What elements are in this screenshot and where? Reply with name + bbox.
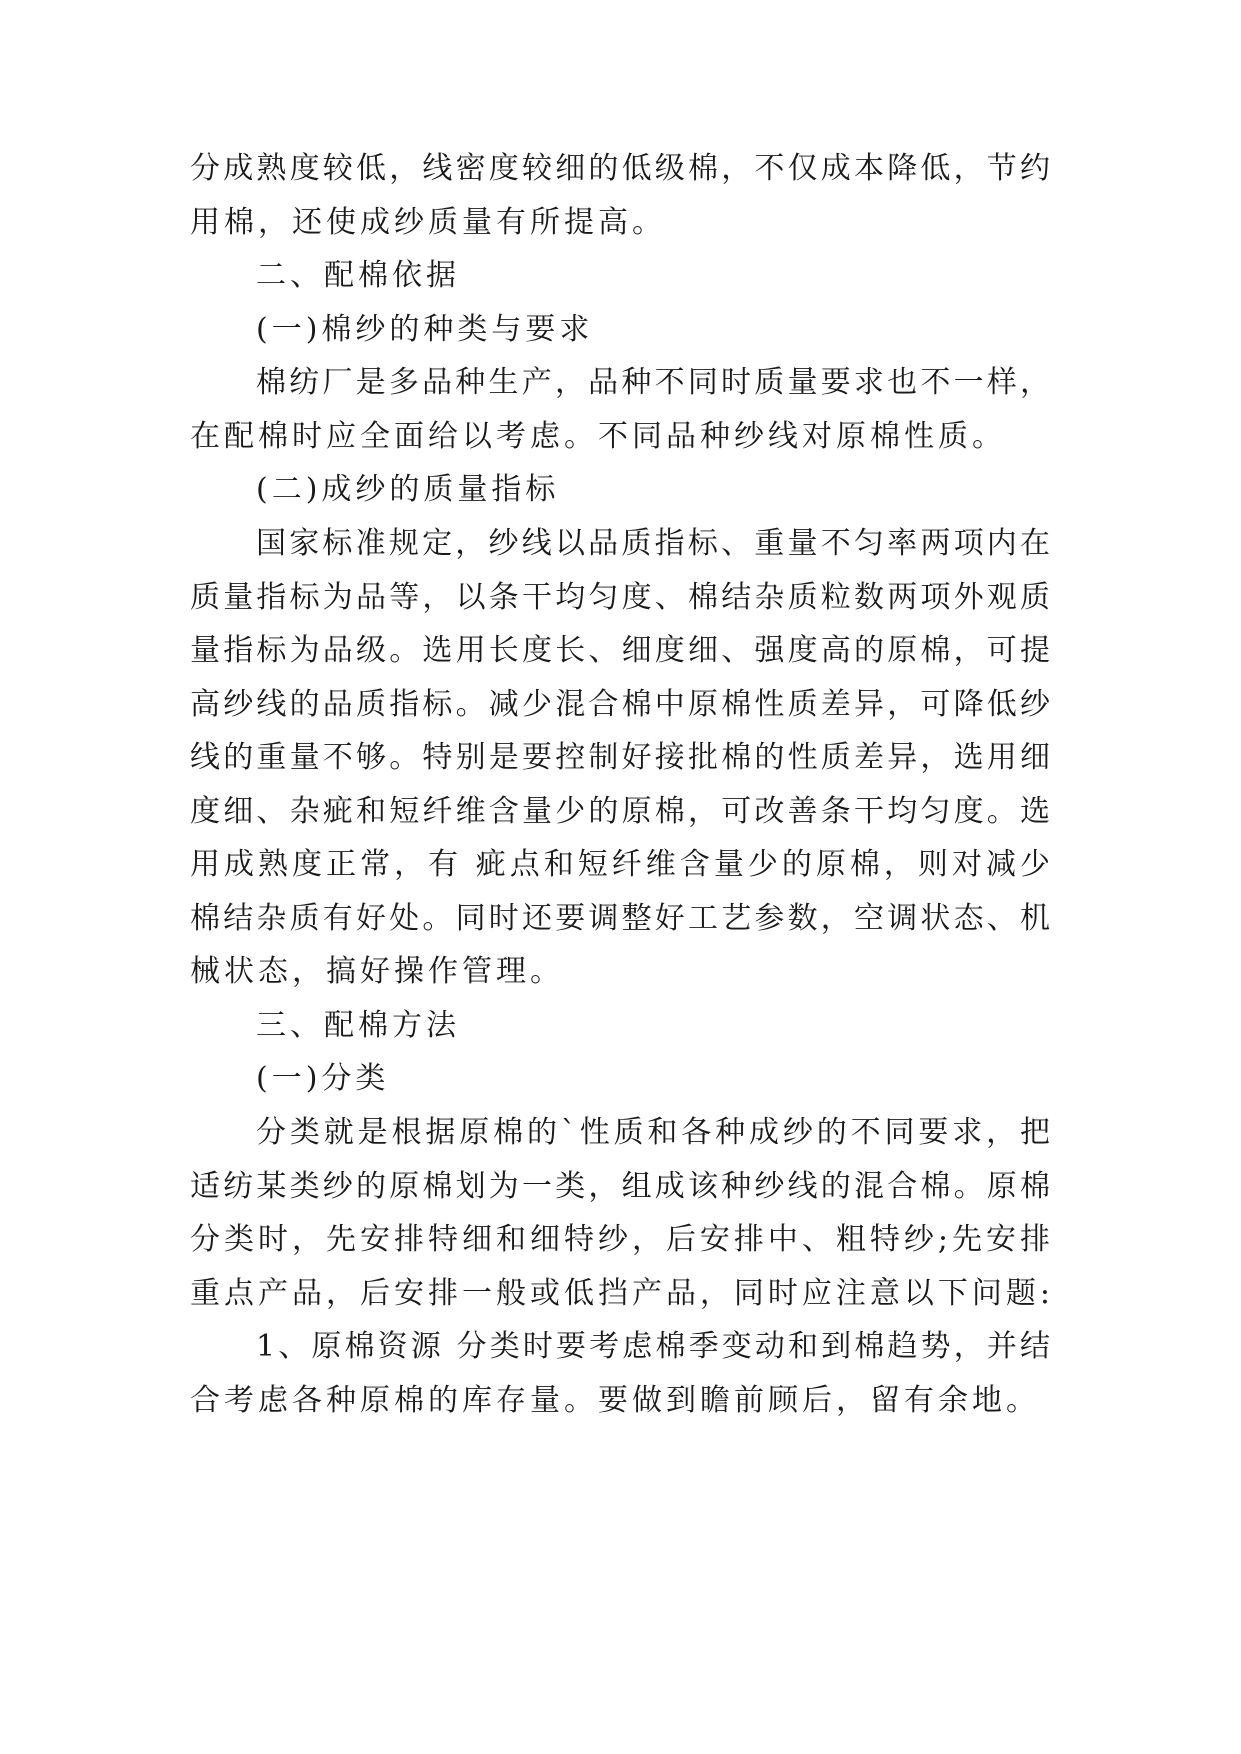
text-line: 度细、杂疵和短纤维含量少的原棉，可改善条干均匀度。选 <box>190 794 1050 829</box>
text-line: 量指标为品级。选用长度长、细度细、强度高的原棉，可提 <box>190 633 1050 668</box>
text-line: 1、原棉资源 分类时要考虑棉季变动和到棉趋势，并结 <box>256 1329 1050 1364</box>
subsection-heading: (一)分类 <box>256 1061 390 1096</box>
text-line: 适纺某类纱的原棉划为一类，组成该种纱线的混合棉。原棉 <box>190 1169 1050 1204</box>
text-line: 质量指标为品等，以条干均匀度、棉结杂质粒数两项外观质 <box>190 580 1050 615</box>
section-heading: 三、配棉方法 <box>256 1008 460 1043</box>
text-line: 分成熟度较低，线密度较细的低级棉，不仅成本降低，节约 <box>190 151 1050 186</box>
section-heading: 二、配棉依据 <box>256 258 460 293</box>
text-line: 用棉，还使成纱质量有所提高。 <box>190 205 666 240</box>
text-line: 国家标准规定，纱线以品质指标、重量不匀率两项内在 <box>256 526 1050 561</box>
text-line: 用成熟度正常，有 疵点和短纤维含量少的原棉，则对减少 <box>190 847 1050 882</box>
text-line: 重点产品，后安排一般或低挡产品，同时应注意以下问题: <box>190 1276 1050 1311</box>
text-line: 线的重量不够。特别是要控制好接批棉的性质差异，选用细 <box>190 740 1050 775</box>
subsection-heading: (二)成纱的质量指标 <box>256 472 560 507</box>
text-line: 棉结杂质有好处。同时还要调整好工艺参数，空调状态、机 <box>190 901 1050 936</box>
subsection-heading: (一)棉纱的种类与要求 <box>256 312 594 347</box>
text-line: 分类时，先安排特细和细特纱，后安排中、粗特纱;先安排 <box>190 1222 1050 1257</box>
text-line: 合考虑各种原棉的库存量。要做到瞻前顾后，留有余地。 <box>190 1383 1040 1418</box>
text-line: 高纱线的品质指标。减少混合棉中原棉性质差异，可降低纱 <box>190 687 1050 722</box>
text-line: 在配棉时应全面给以考虑。不同品种纱线对原棉性质。 <box>190 419 1006 454</box>
text-line: 棉纺厂是多品种生产，品种不同时质量要求也不一样， <box>256 365 1050 400</box>
text-line: 械状态，搞好操作管理。 <box>190 954 564 989</box>
text-line: 分类就是根据原棉的`性质和各种成纱的不同要求，把 <box>256 1115 1050 1150</box>
